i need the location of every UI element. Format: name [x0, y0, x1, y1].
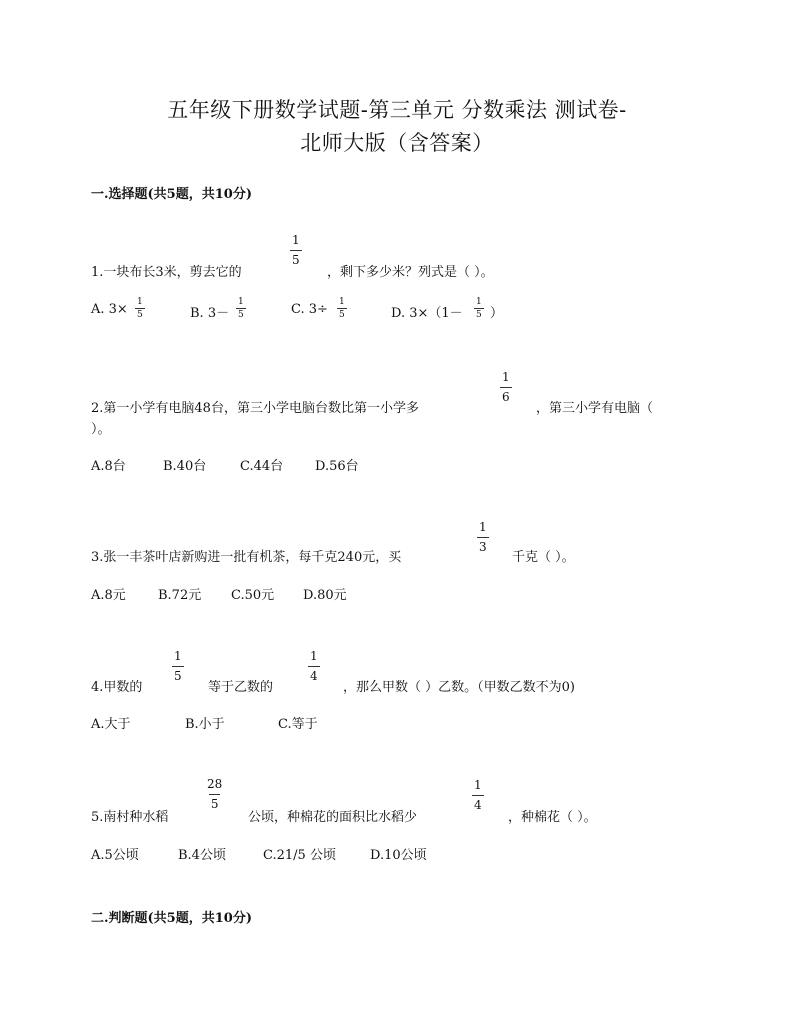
q3-frac-num: 1: [479, 520, 487, 534]
q5-fraction-1: [205, 777, 224, 811]
q4-text-a: 4.甲数的: [91, 680, 143, 695]
q4-text-c: ，那么甲数（ ）乙数。（甲数乙数不为0): [343, 680, 575, 695]
q1-option-d-suffix: ）: [490, 306, 504, 321]
page-title-line2: 北师大版（含答案）: [300, 131, 494, 155]
q4-fraction-2: [308, 649, 320, 683]
page-title-line1: 五年级下册数学试题-第三单元 分数乘法 测试卷-: [167, 98, 627, 122]
q2-option-c: C.44台: [240, 459, 284, 474]
q3-frac-den: 3: [477, 537, 489, 554]
q3-option-c: C.50元: [231, 588, 275, 603]
q1-opt-d-den: 5: [476, 310, 482, 320]
q5-option-d: D.10公顷: [370, 848, 427, 863]
q5-option-b: B.4公顷: [178, 848, 226, 863]
q5-text-b: 公顷，种棉花的面积比水稻少: [248, 810, 418, 825]
q3-option-b: B.72元: [158, 588, 202, 603]
q5-option-c: C.21/5 公顷: [263, 848, 336, 863]
q1-opt-a-den: 5: [137, 310, 143, 320]
q1-option-a-fraction: [135, 297, 145, 320]
q2-option-b: B.40台: [163, 459, 207, 474]
q1-opt-d-num: 1: [476, 297, 482, 307]
q1-option-d-text: D. 3×（1－: [391, 306, 463, 321]
q3-text-a: 3.张一丰茶叶店新购进一批有机茶，每千克240元，买: [91, 550, 402, 565]
q1-opt-a-num: 1: [137, 297, 143, 307]
q5-frac1-num: 28: [207, 777, 223, 791]
q1-option-b-fraction: [236, 297, 246, 320]
q1-option-c-text: C. 3÷: [291, 302, 328, 317]
q1-opt-c-num: 1: [339, 297, 345, 307]
q4-frac2-num: 1: [310, 649, 318, 663]
q3-option-d: D.80元: [303, 588, 347, 603]
q2-text-b: ，第三小学有电脑（: [536, 401, 654, 416]
q4-frac1-den: 5: [172, 666, 184, 683]
q1-option-a-text: A. 3×: [91, 302, 128, 317]
q2-fraction: [500, 370, 512, 404]
q4-text-b: 等于乙数的: [208, 680, 274, 695]
q4-frac1-num: 1: [174, 649, 182, 663]
choice-section-header: 一.选择题(共5题，共10分): [91, 187, 252, 202]
q1-fraction: [290, 233, 302, 267]
q5-frac2-num: 1: [474, 778, 482, 792]
q5-option-a: A.5公顷: [91, 848, 139, 863]
q5-text-c: ，种棉花（ ）。: [508, 810, 597, 825]
q1-option-d-fraction: [474, 297, 484, 320]
q1-text-b: ，剩下多少米？列式是（ ）。: [327, 265, 494, 280]
q1-option-c-fraction: [337, 297, 347, 320]
q5-frac1-den: 5: [209, 794, 221, 811]
q4-fraction-1: [172, 649, 184, 683]
q1-option-c: [291, 302, 328, 317]
q1-option-b-text: B. 3－: [190, 306, 230, 321]
q2-text-a: 2.第一小学有电脑48台，第三小学电脑台数比第一小学多: [91, 401, 419, 416]
q4-frac2-den: 4: [308, 666, 320, 683]
q1-text-a: 1.一块布长3米，剪去它的: [91, 265, 242, 280]
q1-opt-b-den: 5: [238, 310, 244, 320]
q1-opt-b-num: 1: [238, 297, 244, 307]
q3-text-b: 千克（ ）。: [512, 550, 575, 565]
q5-text-a: 5.南村种水稻: [91, 810, 169, 825]
q1-frac-den: 5: [290, 250, 302, 267]
q1-option-d: [391, 302, 463, 321]
q2-frac-num: 1: [502, 370, 510, 384]
q2-text-c: ）。: [91, 422, 111, 437]
q3-fraction: [477, 520, 489, 554]
q1-option-b: [190, 302, 229, 321]
q3-option-a: A.8元: [91, 588, 126, 603]
q1-option-a: [91, 302, 128, 317]
q4-option-c: C.等于: [278, 717, 318, 732]
q2-frac-den: 6: [500, 387, 512, 404]
q5-fraction-2: [472, 778, 484, 812]
q4-option-b: B.小于: [185, 717, 225, 732]
judge-section-header: 二.判断题(共5题，共10分): [91, 911, 252, 926]
q1-opt-c-den: 5: [339, 310, 345, 320]
q5-frac2-den: 4: [472, 795, 484, 812]
q2-option-a: A.8台: [91, 459, 126, 474]
q2-option-d: D.56台: [315, 459, 359, 474]
q4-option-a: A.大于: [91, 717, 131, 732]
q1-frac-num: 1: [292, 233, 300, 247]
